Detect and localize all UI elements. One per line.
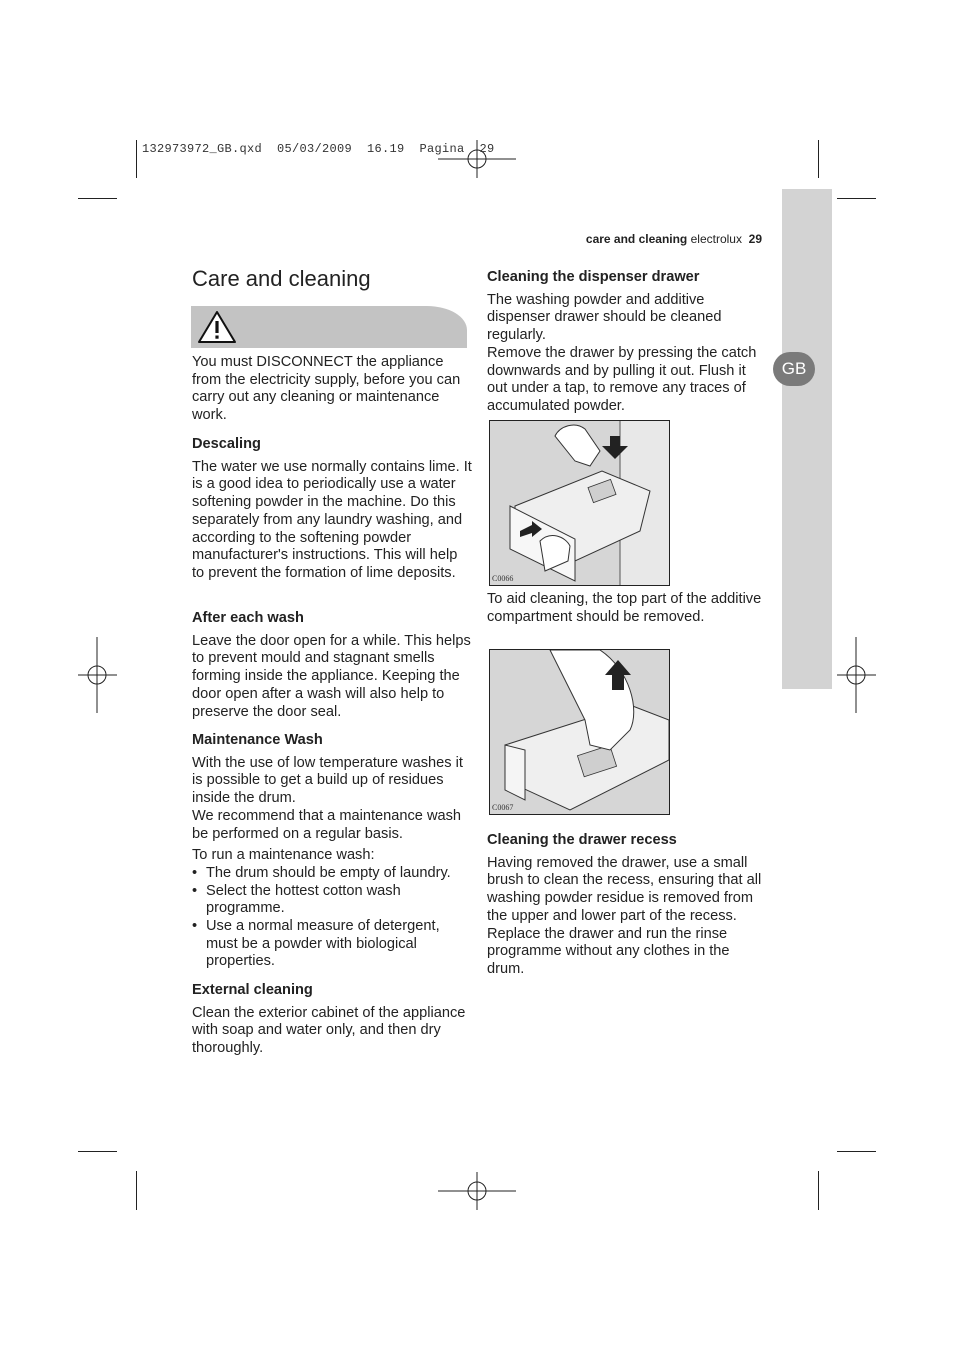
warning-text: You must DISCONNECT the appliance from the electricity supply, before you can carry out any cleaning or maintenance work.	[192, 354, 461, 424]
external-heading: External cleaning	[192, 982, 313, 998]
after-wash-heading: After each wash	[192, 610, 304, 626]
maintenance-section	[192, 732, 472, 971]
language-badge: GB	[773, 352, 815, 386]
drawer-removal-illustration	[490, 421, 669, 585]
compartment-text-block	[487, 591, 767, 626]
header-brand: electrolux	[690, 232, 742, 246]
page-title: Care and cleaning	[192, 266, 371, 291]
list-item: • The drum should be empty of laundry.	[192, 865, 472, 883]
page-number: 29	[748, 232, 762, 246]
registration-mark-left	[78, 637, 117, 713]
header-section: care and cleaning	[585, 232, 688, 246]
figure-drawer-removal	[489, 420, 670, 586]
after-wash-text: Leave the door open for a while. This helps to prevent mould and stagnant smells forming inside the appliance. Keeping the door open after a wash will also help to preserve the door seal.	[192, 632, 471, 720]
list-item: • Select the hottest cotton wash programme.	[192, 883, 472, 918]
descaling-section	[192, 436, 472, 583]
descaling-heading: Descaling	[192, 436, 261, 452]
running-header	[586, 232, 762, 246]
warning-text-block	[192, 354, 472, 425]
external-text: Clean the exterior cabinet of the appliance with soap and water only, and then dry thoroughly.	[192, 1004, 466, 1057]
dispenser-text-1: The washing powder and additive dispenser drawer should be cleaned regularly.	[487, 291, 722, 344]
maintenance-text-1: With the use of low temperature washes it is possible to get a build up of residues inside the drum.	[192, 754, 463, 807]
figure-compartment-removal	[489, 649, 670, 815]
recess-text-1: Having removed the drawer, use a small brush to clean the recess, ensuring that all washing powder residue is removed from the upper and lower part of the recess.	[487, 854, 762, 924]
recess-section	[487, 832, 767, 979]
side-tab	[782, 189, 832, 689]
maintenance-list	[192, 865, 472, 971]
figure-code: C0067	[492, 803, 514, 812]
registration-mark-right	[837, 637, 876, 713]
recess-heading: Cleaning the drawer recess	[487, 832, 677, 848]
after-wash-section	[192, 610, 472, 721]
registration-mark-bottom	[438, 1172, 516, 1210]
compartment-removal-illustration	[490, 650, 669, 814]
external-section	[192, 982, 472, 1058]
list-item: • Use a normal measure of detergent, must be a powder with biological properties.	[192, 918, 472, 971]
warning-band	[191, 306, 467, 348]
print-slug: 132973972_GB.qxd 05/03/2009 16.19 Pagina 29	[142, 142, 495, 156]
warning-triangle-icon	[197, 310, 237, 344]
maintenance-intro: To run a maintenance wash:	[192, 847, 375, 864]
dispenser-text-2: Remove the drawer by pressing the catch downwards and by pulling it out. Flush it out under a tap, to remove any traces of accumulated powder.	[487, 344, 757, 414]
descaling-text: The water we use normally contains lime. It is a good idea to periodically use a water softening powder in the machine. Do this separately from any laundry washing, and according to the softening powder manufacturer's instructions. This will help to prevent the formation of lime deposits.	[192, 458, 472, 581]
dispenser-heading: Cleaning the dispenser drawer	[487, 269, 700, 285]
maintenance-text-2: We recommend that a maintenance wash be performed on a regular basis.	[192, 807, 462, 842]
maintenance-heading: Maintenance Wash	[192, 732, 323, 748]
figure-code: C0066	[492, 574, 514, 583]
dispenser-text-3: To aid cleaning, the top part of the additive compartment should be removed.	[487, 591, 762, 625]
recess-text-2: Replace the drawer and run the rinse programme without any clothes in the drum.	[487, 925, 730, 977]
dispenser-section	[487, 269, 767, 416]
